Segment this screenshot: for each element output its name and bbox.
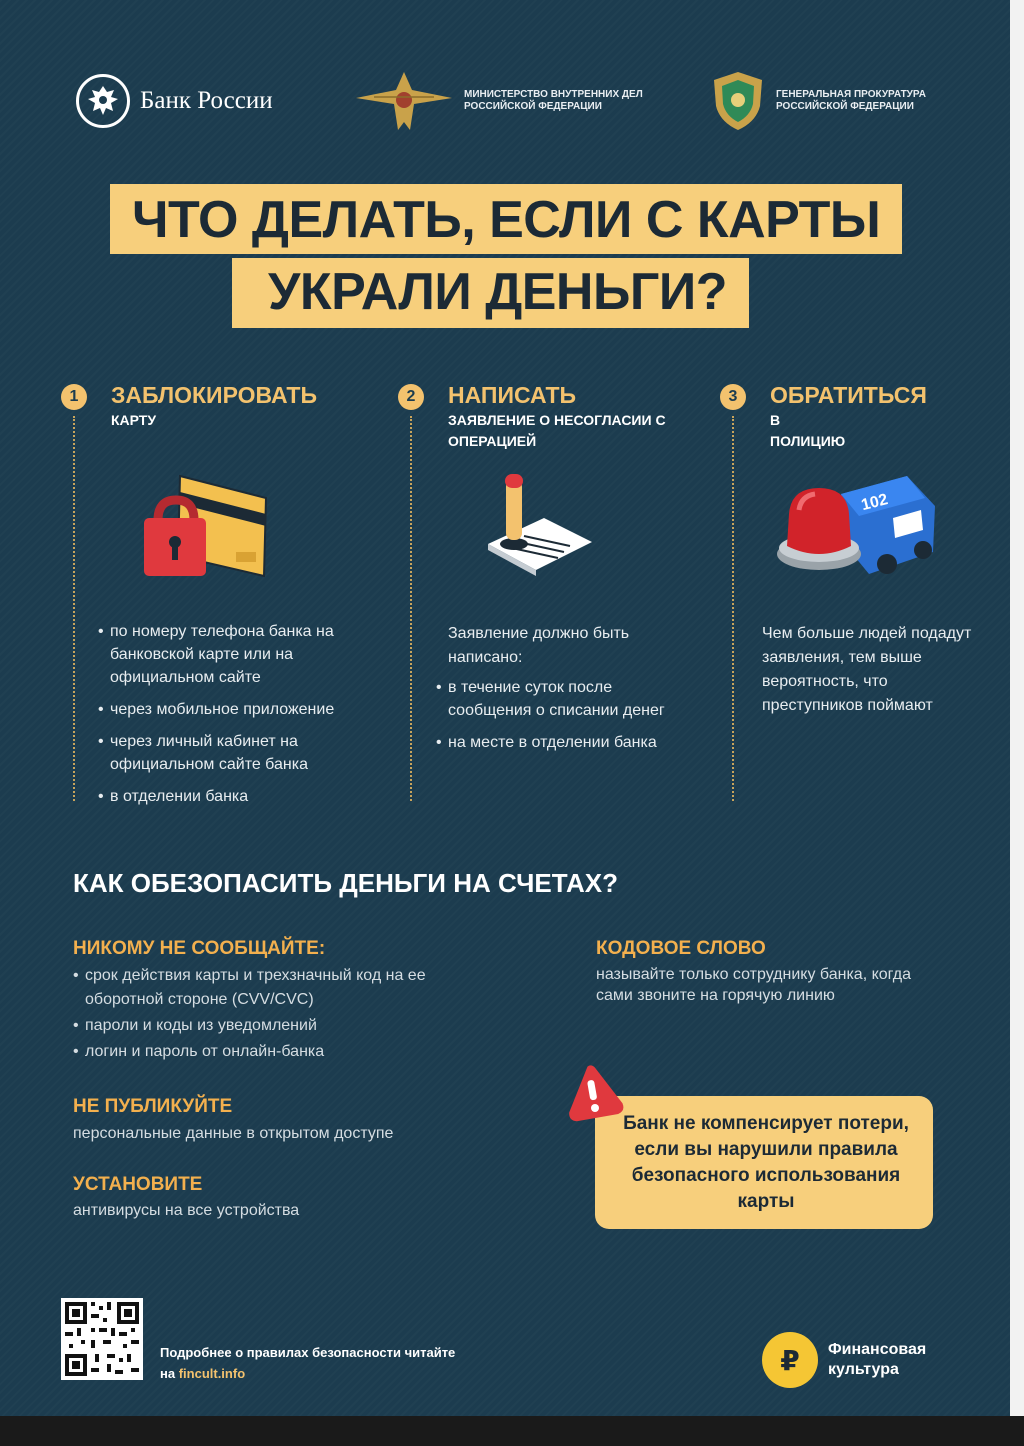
step-number: 1 (61, 384, 87, 410)
step-subheading: В ПОЛИЦИЮ (770, 412, 846, 449)
list-item: • по номеру телефона банка на банковской карте или на официальном сайте (98, 620, 398, 689)
dont-publish-heading: НЕ ПУБЛИКУЙТЕ (73, 1096, 233, 1117)
list-item: • на месте в отделении банка (436, 731, 676, 754)
step-list (436, 676, 676, 763)
list-item: • в отделении банка (98, 785, 398, 808)
step-intro-text: Заявление должно быть написано: (448, 625, 630, 666)
list-item: • пароли и коды из уведомлений (73, 1014, 483, 1038)
main-title-line-1: ЧТО ДЕЛАТЬ, ЕСЛИ С КАРТЫ (110, 184, 902, 254)
list-item: • логин и пароль от онлайн-банка (73, 1040, 483, 1064)
card-lock-icon (138, 468, 273, 593)
prosecutor-name: ГЕНЕРАЛЬНАЯ ПРОКУРАТУРА РОССИЙСКОЙ ФЕДЕРАЦИИ (776, 89, 926, 112)
install-heading: УСТАНОВИТЕ (73, 1174, 203, 1195)
stamp-document-icon (484, 470, 596, 587)
step-number: 3 (720, 384, 746, 410)
dont-tell-list (73, 964, 483, 1066)
main-title-line-2: УКРАЛИ ДЕНЬГИ? (232, 258, 749, 328)
step-heading: ОБРАТИТЬСЯ (770, 382, 927, 408)
dont-tell-heading: НИКОМУ НЕ СООБЩАЙТЕ: (73, 938, 326, 959)
footer-text (160, 1342, 460, 1384)
financial-culture-logo (762, 1332, 958, 1388)
step-list (98, 620, 398, 817)
step-description: Чем больше людей подадут заявления, тем выше вероятность, что преступников поймают (762, 625, 972, 714)
install-text: антивирусы на все устройства (73, 1202, 300, 1219)
prosecutor-emblem-icon (710, 70, 766, 132)
list-item: • в течение суток после сообщения о списании денег (436, 676, 676, 722)
bank-name: Банк России (140, 87, 273, 114)
mvd-logo (354, 70, 674, 132)
list-item: • через мобильное приложение (98, 698, 398, 721)
protect-title: КАК ОБЕЗОПАСИТЬ ДЕНЬГИ НА СЧЕТАХ? (73, 868, 618, 898)
mvd-emblem-icon (354, 70, 454, 132)
step-number: 2 (398, 384, 424, 410)
code-word-heading: КОДОВОЕ СЛОВО (596, 938, 766, 959)
warning-icon (562, 1062, 624, 1127)
step-heading: НАПИСАТЬ (448, 382, 577, 408)
eagle-emblem-icon (76, 74, 130, 128)
car-number-label: 102 (859, 491, 890, 515)
mvd-name: МИНИСТЕРСТВО ВНУТРЕННИХ ДЕЛ РОССИЙСКОЙ ФЕДЕРАЦИИ (464, 89, 643, 112)
qr-code (61, 1298, 143, 1380)
warning-box: Банк не компенсирует потери, если вы нарушили правила безопасного использования карты (595, 1096, 933, 1229)
dont-publish-text: персональные данные в открытом доступе (73, 1125, 394, 1142)
bank-of-russia-logo (76, 74, 273, 128)
step-subheading: ЗАЯВЛЕНИЕ О НЕСОГЛАСИИ С ОПЕРАЦИЕЙ (448, 412, 666, 449)
code-word-text: называйте только сотруднику банка, когда сами звоните на горячую линию (596, 966, 912, 1004)
list-item: • через личный кабинет на официальном сайте банка (98, 730, 398, 776)
step-divider (732, 416, 734, 801)
step-subheading: КАРТУ (111, 412, 157, 428)
ruble-icon: ₽ (762, 1332, 818, 1388)
prosecutor-logo (710, 70, 986, 132)
fincult-link[interactable]: fincult.info (178, 1366, 246, 1381)
bottom-band (0, 1416, 1024, 1446)
step-heading: ЗАБЛОКИРОВАТЬ (111, 382, 318, 408)
step-divider (410, 416, 412, 801)
list-item: • срок действия карты и трехзначный код на ее оборотной стороне (CVV/CVC) (73, 964, 483, 1012)
financial-culture-name: Финансовая культура (828, 1341, 927, 1378)
police-siren-car-icon (775, 470, 940, 585)
step-divider (73, 416, 75, 801)
footer-text-prefix: Подробнее о правилах безопасности читайте на (160, 1345, 456, 1381)
page-edge (1010, 0, 1024, 1416)
